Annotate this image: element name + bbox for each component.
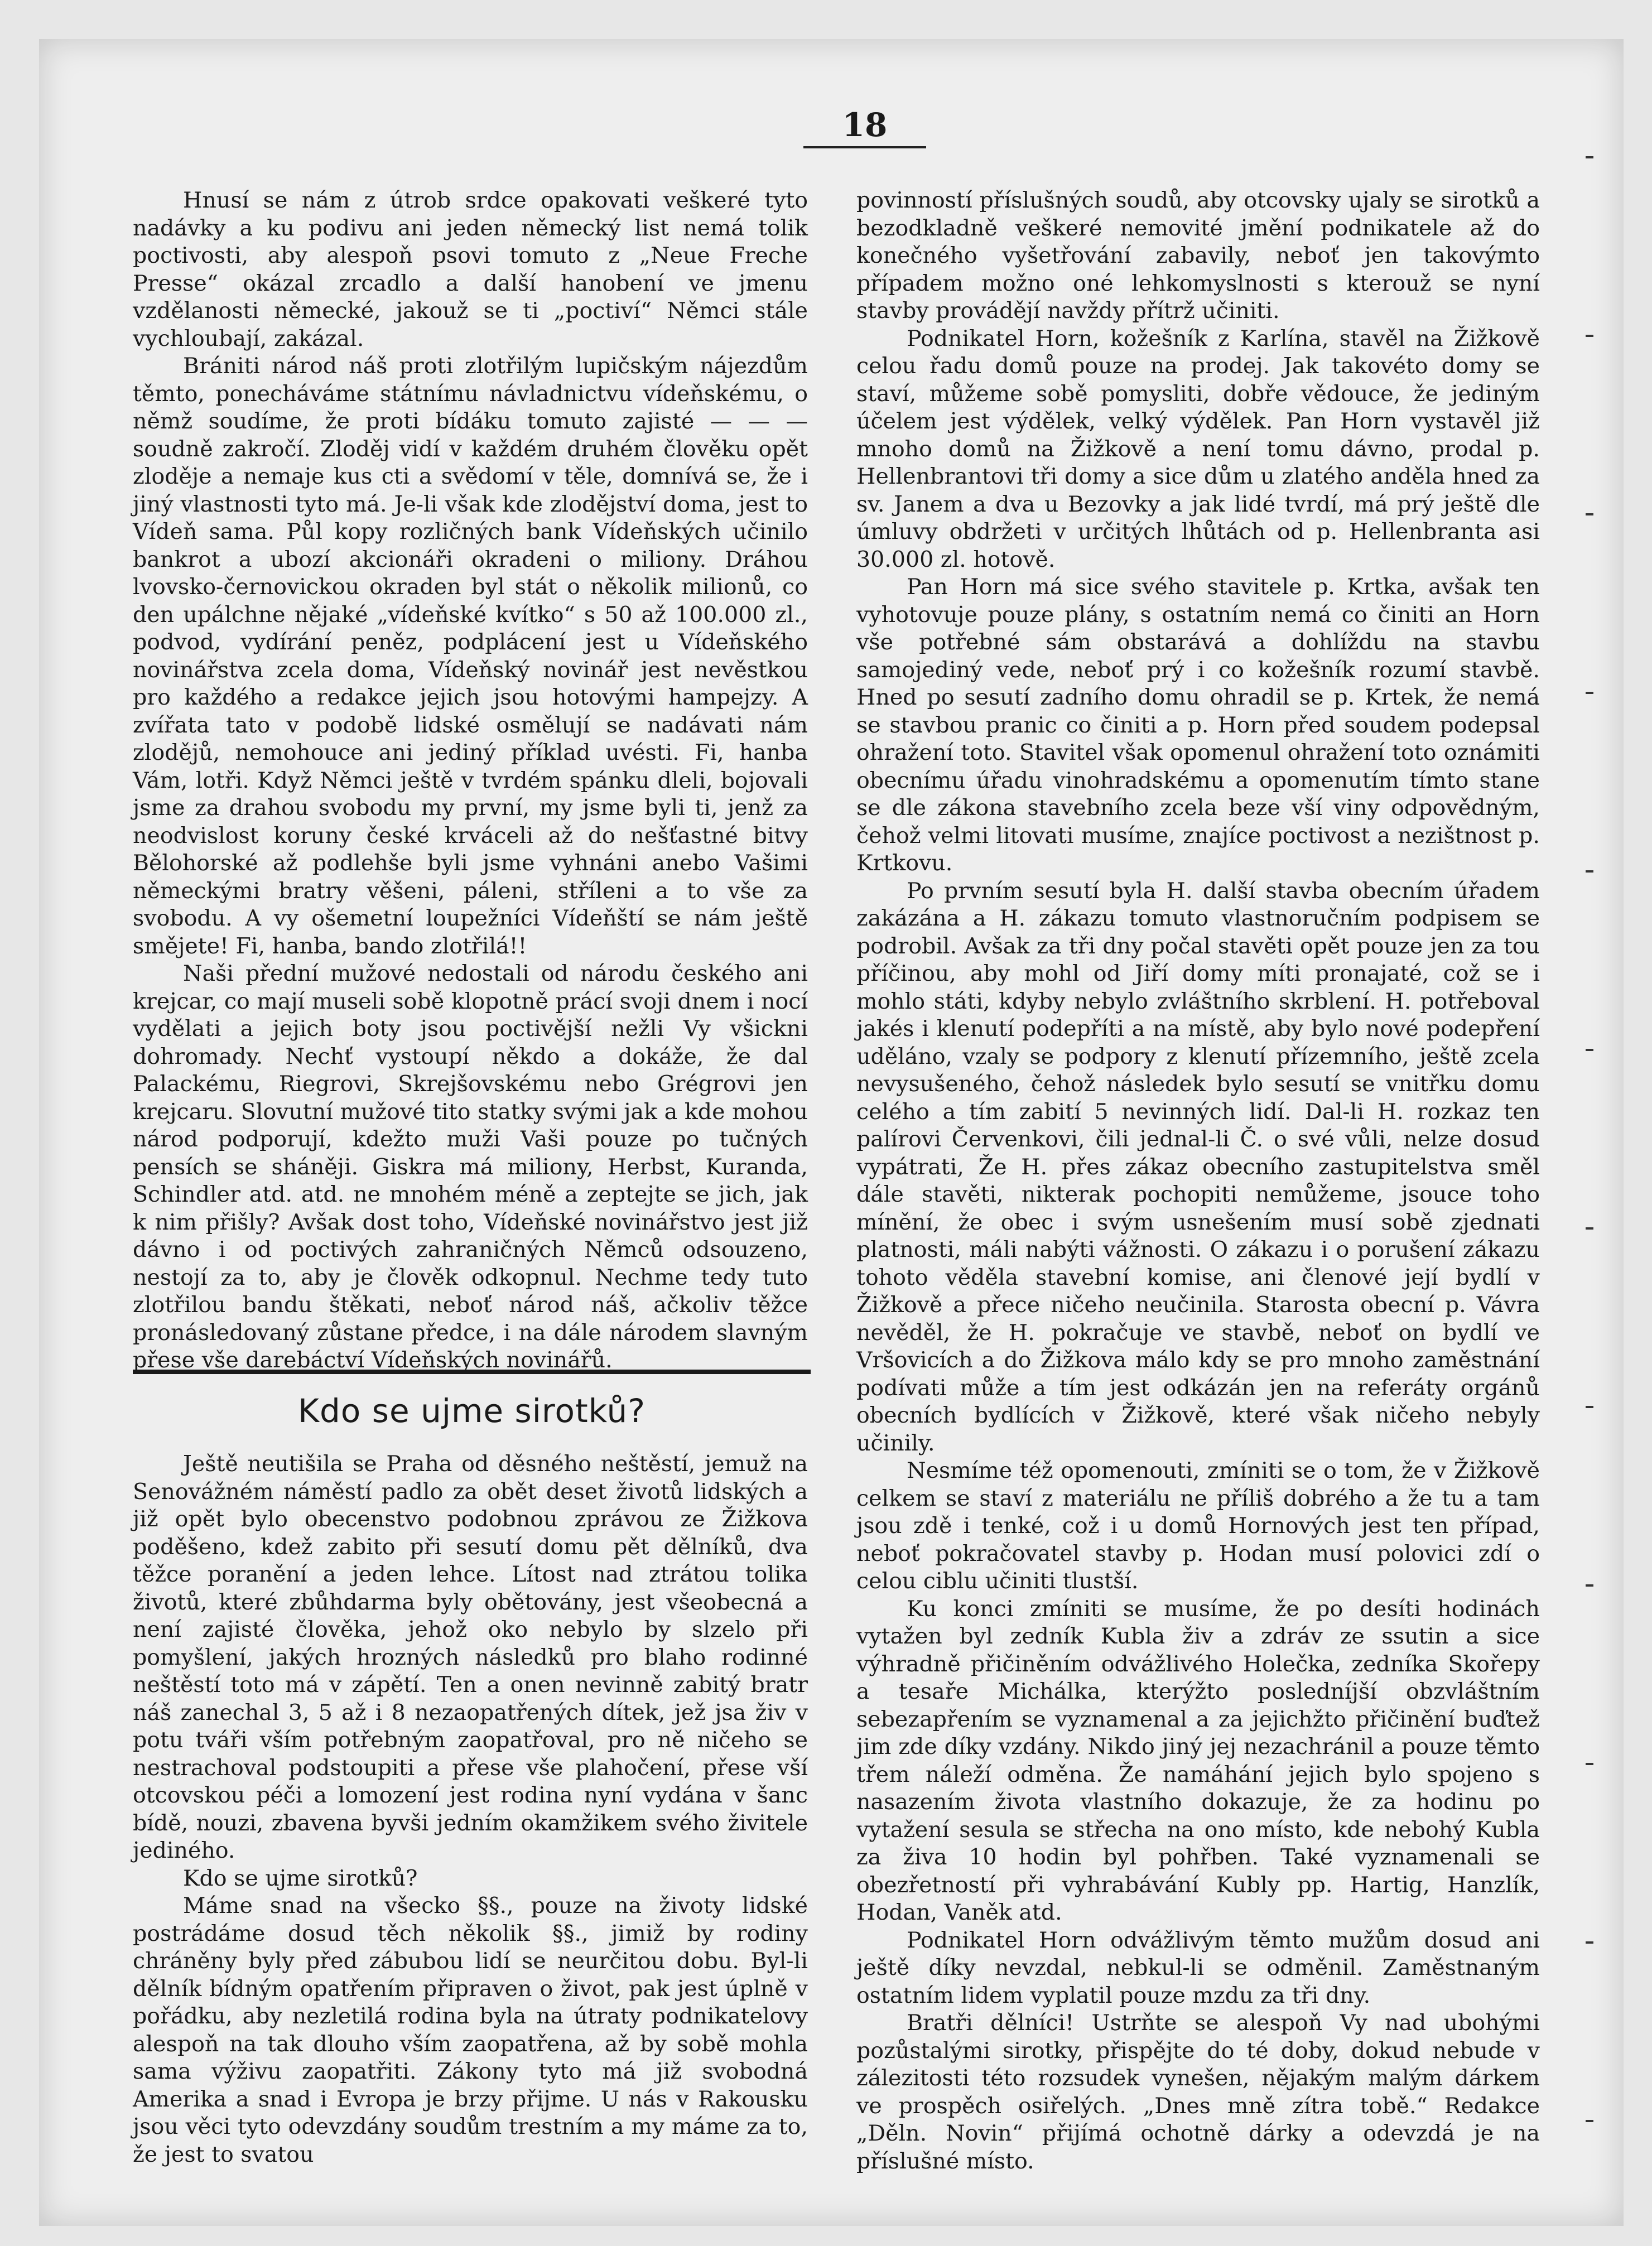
margin-tick — [1586, 870, 1593, 873]
paragraph: Brániti národ náš proti zlotřilým lupičským nájezdům těmto, ponecháváme státnímu návladnictvu vídeňskému, o němž soudíme, že proti bídáku tomuto zajisté — — — soudně zakročí. Zloděj vidí v každém druhém člověku opět zloděje a nemaje kus cti a svědomí v těle, domnívá se, že i jiný vlastnosti tyto má. Je-li však kde zlodějství doma, jest to Vídeň sama. Půl kopy rozličných bank Vídeňských učinilo bankrot a ubozí akcionáři okradeni o miliony. Dráhou lvovsko-černovickou okraden byl stát o několik milionů, co den upálchne nějaké „vídeňské kvítko“ s 50 až 100.000 zl., podvod, vydírání peněz, podplácení jest u Vídeňského novinářstva zcela doma, Vídeňský novinář jest nevěstkou pro každého a redakce jejich jsou hotovými hampejzy. A zvířata tato v podobě lidské osmělují se nadávati nám zlodějů, nemohouce ani jediný příklad uvésti. Fi, hanba Vám, lotři. Když Němci ještě v tvrdém spánku dleli, bojovali jsme za drahou svobodu my první, my jsme byli ti, jenž za neodvislost koruny české krváceli až do nešťastné bitvy Bělohorské až podlehše byli jsme vyhnáni anebo Vašimi německými bratry věšeni, páleni, stříleni a to vše za svobodu. A vy ošemetní loupežníci Vídeňští se nám ještě smějete! Fi, hanba, bando zlotřilá!! — [133, 353, 808, 959]
paragraph: Máme snad na všecko §§., pouze na životy lidské postrádáme dosud těch několik §§., jimiž by rodiny chráněny byly před zábubou lidí se neurčitou dobu. Byl-li dělník bídným opatřením připraven o život, pak jest úplně v pořádku, aby nezletilá rodina byla na útraty podnikatelovy alespoň na tak dlouho vším zaopatřena, až by sobě mohla sama výživu zaopatřiti. Zákony tyto má již svobodná Amerika a snad i Evropa je brzy přijme. U nás v Rakousku jsou věci tyto odevzdány soudům trestním a my máme za to, že jest to svatou — [133, 1893, 808, 2167]
right-column — [856, 187, 1540, 2175]
paragraph: Naši přední mužové nedostali od národu českého ani krejcar, co mají museli sobě klopotně prácí svoji dnem i nocí vydělati a jejich boty jsou poctivější nežli Vy všickni dohromady. Nechť vystoupí někdo a dokáže, že dal Palackému, Riegrovi, Skrejšovskému nebo Grégrovi jen krejcaru. Slovutní mužové tito statky svými jak a kde mohou národ podporují, kdežto muži Vaši pouze po tučných pensích se sháněji. Giskra má miliony, Herbst, Kuranda, Schindler atd. atd. ne mnohém méně a zeptejte se jich, jak k nim přišly? Avšak dost toho, Vídeňské novinářstvo jest již dávno i od poctivých zahraničných Němců odsouzeno, nestojí za to, aby je člověk odkopnul. Nechme tedy tuto zlotřilou bandu štěkati, neboť národ náš, ačkoliv těžce pronásledovaný zůstane předce, i na dále národem slavným přese vše darebáctví Vídeňských novinářů. — [133, 961, 808, 1373]
margin-tick — [1586, 335, 1593, 337]
paragraph: Podnikatel Horn, kožešník z Karlína, stavěl na Žižkově celou řadu domů pouze na prodej. Jak takovéto domy se staví, můžeme sobě pomysliti, dobře vědouce, že jediným účelem jest výdělek, velký výdělek. Pan Horn vystavěl již mnoho domů na Žižkově a není tomu dávno, prodal p. Hellenbrantovi tři domy a sice dům u zlatého anděla hned za sv. Janem a dva u Bezovky a jak lidé tvrdí, má prý ještě dle úmluvy obdržeti v určitých lhůtách od p. Hellenbranta asi 30.000 zl. hotově. — [856, 325, 1540, 572]
margin-tick — [1586, 513, 1593, 515]
paragraph: Ještě neutišila se Praha od děsného neštěstí, jemuž na Senovážném náměstí padlo za obět deset životů lidských a již opět bylo obecenstvo podobnou zprávou ze Žižkova poděšeno, kdež zabito při sesutí domu pět dělníků, dva těžce poranění a jeden lehce. Lítost nad ztrátou tolika životů, které zbůhdarma byly obětovány, jest všeobecná a není zajisté člověka, jehož oko nebylo by slzelo při pomyšlení, jakých hrozných následků pro blaho rodinné neštěstí toto má v zápětí. Ten a onen nevinně zabitý bratr náš zanechal 3, 5 až i 8 nezaopatřených dítek, jež jsa živ v potu tváři vším potřebným zaopatřoval, pro ně ničeho se nestrachoval podstoupiti a přese vše plahočení, přese vší otcovskou péči a lomození jest rodina nyní vydána v šanc bídě, nouzi, zbavena byvši jedním okamžikem svého živitele jediného. — [133, 1451, 808, 1863]
page-number: 18 — [803, 106, 926, 148]
section-title: Kdo se ujme sirotků? — [297, 1392, 646, 1430]
margin-tick — [1586, 156, 1593, 158]
paragraph: Hnusí se nám z útrob srdce opakovati veškeré tyto nadávky a ku podivu ani jeden německý list nemá tolik poctivosti, aby alespoň psovi tomuto z „Neue Freche Presse“ okázal zrcadlo a další hanobení ve jmenu vzdělanosti německé, jakouž se ti „poctiví“ Němci stále vychloubají, zakázal. — [133, 187, 808, 351]
margin-tick — [1586, 1406, 1593, 1408]
paragraph: Pan Horn má sice svého stavitele p. Krtka, avšak ten vyhotovuje pouze plány, s ostatním nemá co činiti an Horn vše potřebné sám obstarává a dohlíždu na stavbu samojediný vede, neboť prý i co kožešník rozumí stavbě. Hned po sesutí zadního domu ohradil se p. Krtek, že nemá se stavbou pranic co činiti a p. Horn před soudem podepsal ohražení toto. Stavitel však opomenul ohražení toto oznámiti obecnímu úřadu vinohradskému a opomenutím tímto stane se dle zákona stavebního zcela beze vší viny odpovědným, čehož velmi litovati musíme, znajíce poctivost a nezištnost p. Krtkovu. — [856, 574, 1540, 876]
left-column-top — [133, 187, 808, 1375]
paragraph: Kdo se ujme sirotků? — [183, 1865, 418, 1891]
section-divider — [133, 1370, 811, 1374]
margin-tick — [1586, 1763, 1593, 1765]
paragraph: Podnikatel Horn odvážlivým těmto mužům dosud ani ještě díky nevzdal, nebkul-li se odměnil. Zaměstnaným ostatním lidem vyplatil pouze mzdu za tři dny. — [856, 1927, 1540, 2008]
paragraph: povinností příslušných soudů, aby otcovsky ujaly se sirotků a bezodkladně veškeré nemovité jmění podnikatele až do konečného vyšetřování zabavily, neboť jen takovýmto případem možno oné lehkomyslnosti s kterouž se nyní stavby provádějí navždy přítrž učiniti. — [856, 187, 1540, 324]
margin-tick — [1586, 1584, 1593, 1587]
margin-tick — [1586, 692, 1593, 694]
paragraph: Po prvním sesutí byla H. další stavba obecním úřadem zakázána a H. zákazu tomuto vlastnoručním podpisem se podrobil. Avšak za tři dny počal stavěti opět pouze jen za tou příčinou, aby mohl od Jiří domy míti pronajaté, což se i mohlo státi, kdyby nebylo zvláštního skrblení. H. potřeboval jakés i klenutí podepříti a na místě, aby bylo nové podepření uděláno, vzaly se podpory z klenutí přízemního, ještě zcela nevysušeného, čehož následek bylo sesutí se vnitřku domu celého a tím zabití 5 nevinných lidí. Dal-li H. rozkaz ten palírovi Červenkovi, čili jednal-li Č. o své vůli, nelze dosud vypátrati, Že H. přes zákaz obecního zastupitelstva směl dále stavěti, nikterak pochopiti nemůžeme, jsouce toho mínění, že obec i svým usnešením musí sobě zjednati platnosti, máli nabýti vážnosti. O zákazu i o porušení zákazu tohoto věděla stavební komise, ani členové její bydlí v Žižkově a přece ničeho neučinila. Starosta obecní p. Vávra nevěděl, že H. pokračuje ve stavbě, neboť on bydlí ve Vršovicích a do Žižkova málo kdy se pro mnoho zaměstnání podívati může a tím jest odkázán jen na referáty orgánů obecních bydlících v Žižkově, které však ničeho nebyly učinily. — [856, 878, 1540, 1456]
margin-tick — [1586, 1941, 1593, 1944]
margin-tick — [1586, 1049, 1593, 1051]
margin-tick — [1586, 1227, 1593, 1230]
paragraph: Nesmíme též opomenouti, zmíniti se o tom, že v Žižkově celkem se staví z materiálu ne příliš dobrého a že tu a tam jsou zdě i tenké, což i u domů Hornových jest ten případ, neboť pokračovatel stavby p. Hodan musí polovici zdí o celou ciblu učiniti tlustší. — [856, 1458, 1540, 1594]
left-column-bottom — [133, 1450, 808, 2168]
paragraph: Ku konci zmíniti se musíme, že po desíti hodinách vytažen byl zedník Kubla živ a zdráv ze ssutin a sice výhradně přičiněním odvážlivého Holečka, zedníka Skořepy a tesaře Michálka, kterýžto posledníjší obzvláštním sebezapřením se vyznamenal a za jejichžto přičinění buďtež jim zde díky vzdány. Nikdo jiný jej nezachránil a pouze těmto třem náleží odměna. Že namáhání jejich bylo spojeno s nasazením života vlastního dokazuje, že za hodinu po vytažení sesula se střecha na ono místo, kde nebohý Kubla za živa 10 hodin byl pohřben. Také vyznamenali se obezřetností při vyhrabávání Kubly pp. Hartig, Hanzlík, Hodan, Vaněk atd. — [856, 1596, 1540, 1925]
paragraph: Bratři dělníci! Ustrňte se alespoň Vy nad ubohými pozůstalými sirotky, přispějte do té doby, dokud nebude v zálezitosti této rozsudek vynešen, nějakým malým dárkem ve prospěch osiřelých. „Dnes mně zítra tobě.“ Redakce „Děln. Novin“ přijímá ochotně dárky a odevzdá je na příslušné místo. — [856, 2010, 1540, 2174]
margin-tick — [1586, 2120, 1593, 2122]
